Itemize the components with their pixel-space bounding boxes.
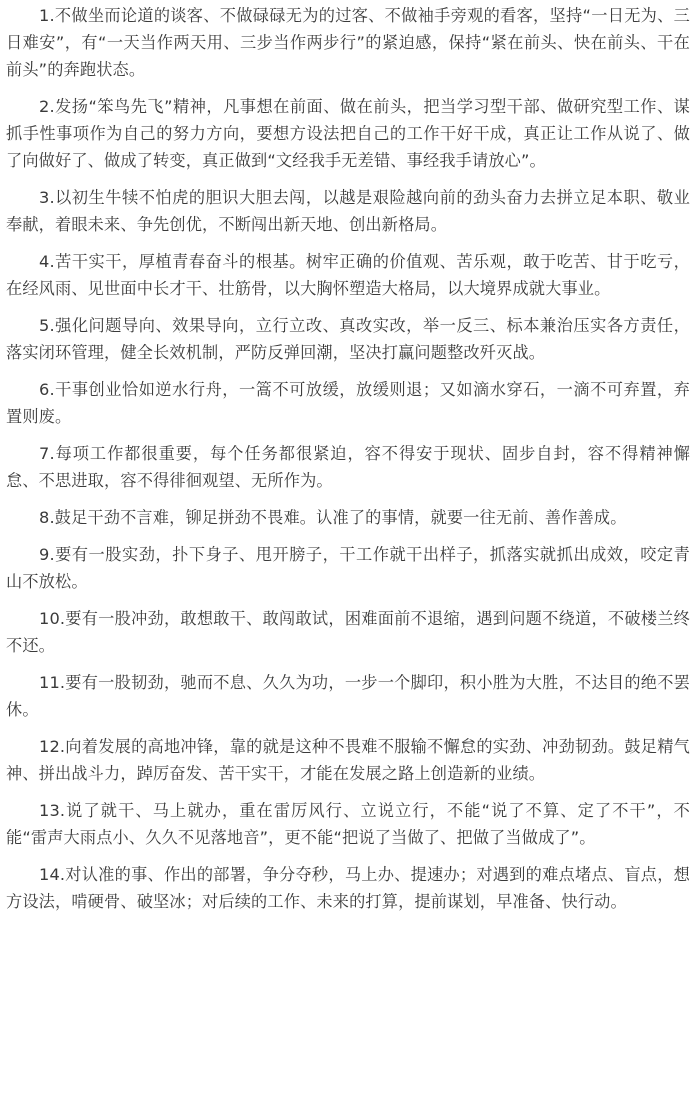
paragraph-14: 14.对认准的事、作出的部署，争分夺秒，马上办、提速办；对遇到的难点堵点、盲点，想方设法，啃硬骨、破坚冰；对后续的工作、未来的打算，提前谋划，早准备、快行动。 xyxy=(6,865,690,911)
paragraph-2: 2.发扬“笨鸟先飞”精神，凡事想在前面、做在前头，把当学习型干部、做研究型工作、谋抓手性事项作为自己的努力方向，要想方设法把自己的工作干好干成，真正让工作从说了、做了向做好了、做成了转变，真正做到“文经我手无差错、事经我手请放心”。 xyxy=(6,97,690,170)
paragraph-11: 11.要有一股韧劲，驰而不息、久久为功，一步一个脚印，积小胜为大胜，不达目的绝不罢休。 xyxy=(6,673,690,719)
paragraph-7: 7.每项工作都很重要，每个任务都很紧迫，容不得安于现状、固步自封，容不得精神懈怠、不思进取，容不得徘徊观望、无所作为。 xyxy=(6,444,690,490)
paragraph-4: 4.苦干实干，厚植青春奋斗的根基。树牢正确的价值观、苦乐观，敢于吃苦、甘于吃亏，在经风雨、见世面中长才干、壮筋骨，以大胸怀塑造大格局，以大境界成就大事业。 xyxy=(6,252,690,298)
paragraph-10: 10.要有一股冲劲，敢想敢干、敢闯敢试，困难面前不退缩，遇到问题不绕道，不破楼兰终不还。 xyxy=(6,609,690,655)
paragraph-5: 5.强化问题导向、效果导向，立行立改、真改实改，举一反三、标本兼治压实各方责任，落实闭环管理，健全长效机制，严防反弹回潮，坚决打赢问题整改歼灭战。 xyxy=(6,316,690,362)
paragraph-3: 3.以初生牛犊不怕虎的胆识大胆去闯，以越是艰险越向前的劲头奋力去拼立足本职、敬业奉献，着眼未来、争先创优，不断闯出新天地、创出新格局。 xyxy=(6,188,690,234)
paragraph-9: 9.要有一股实劲，扑下身子、甩开膀子，干工作就干出样子，抓落实就抓出成效，咬定青山不放松。 xyxy=(6,545,690,591)
paragraph-13: 13.说了就干、马上就办，重在雷厉风行、立说立行，不能“说了不算、定了不干”，不能“雷声大雨点小、久久不见落地音”，更不能“把说了当做了、把做了当做成了”。 xyxy=(6,801,690,847)
paragraph-12: 12.向着发展的高地冲锋，靠的就是这种不畏难不服输不懈怠的实劲、冲劲韧劲。鼓足精气神、拼出战斗力，踔厉奋发、苦干实干，才能在发展之路上创造新的业绩。 xyxy=(6,737,690,783)
paragraph-8: 8.鼓足干劲不言难，铆足拼劲不畏难。认准了的事情，就要一往无前、善作善成。 xyxy=(39,508,627,527)
paragraph-6: 6.干事创业恰如逆水行舟，一篙不可放缓，放缓则退；又如滴水穿石，一滴不可弃置，弃置则废。 xyxy=(6,380,690,426)
paragraph-1: 1.不做坐而论道的谈客、不做碌碌无为的过客、不做袖手旁观的看客，坚持“一日无为、三日难安”，有“一天当作两天用、三步当作两步行”的紧迫感，保持“紧在前头、快在前头、干在前头”的奔跑状态。 xyxy=(6,6,690,79)
